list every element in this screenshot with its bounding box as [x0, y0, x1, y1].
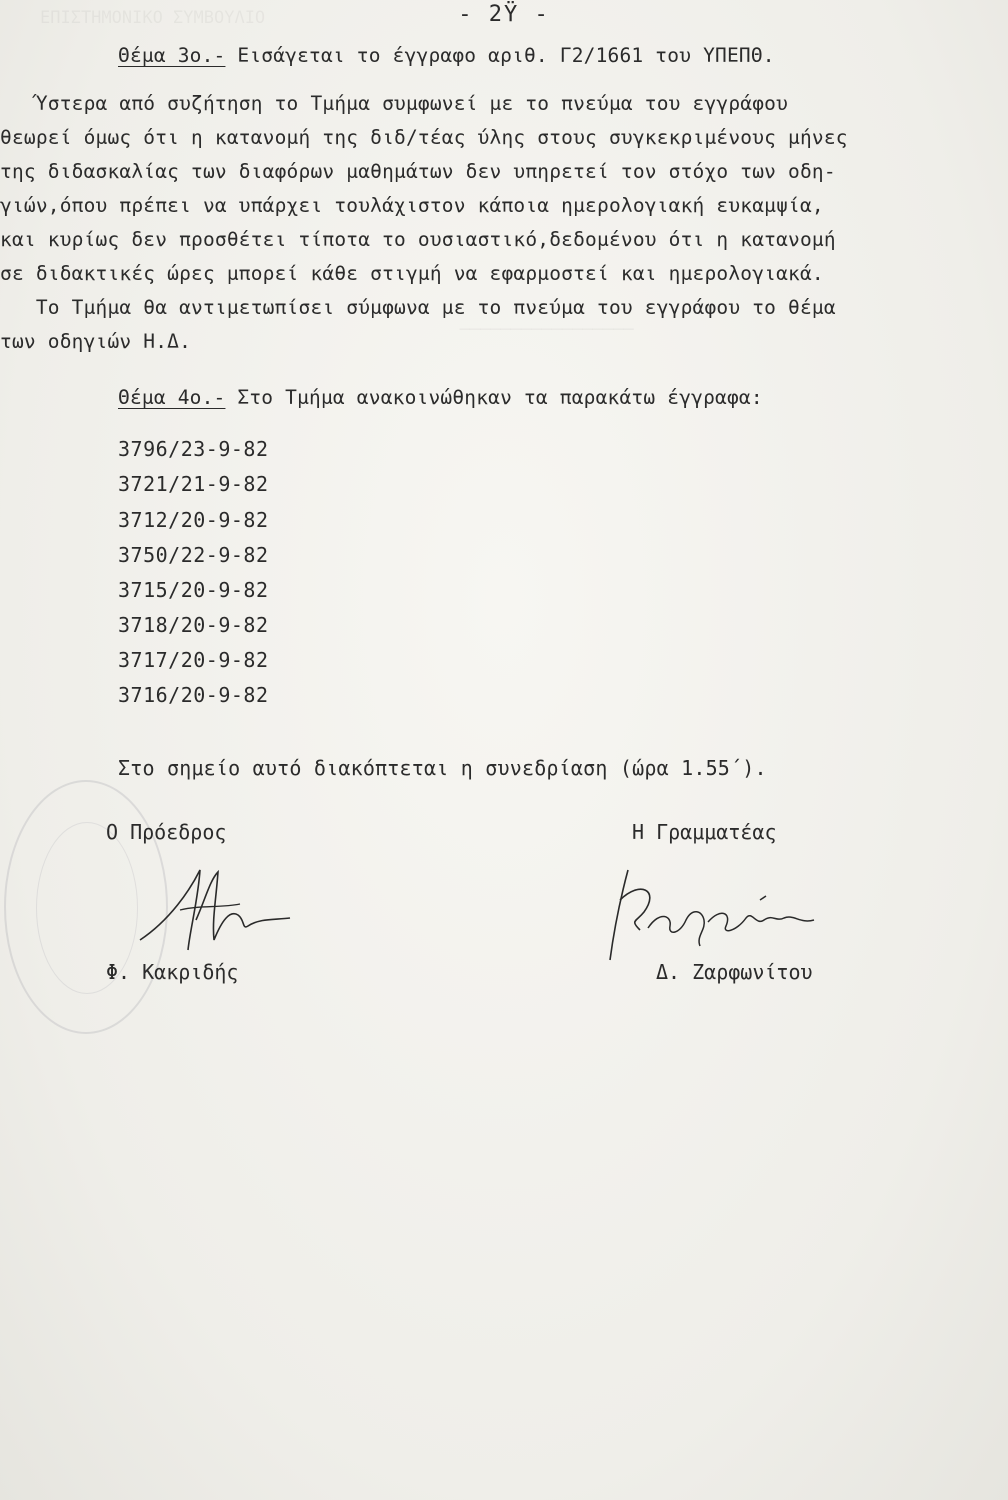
- topic3-line-1: Ύστερα από συζήτηση το Τμήμα συμφωνεί με το πνεύμα του εγγράφου: [0, 92, 789, 115]
- document-ref: 3796/23-9-82: [118, 437, 269, 461]
- closing-statement: Στο σημείο αυτό διακόπτεται η συνεδρίαση (ώρα 1.55΄).: [118, 756, 767, 780]
- topic3-line-6: σε διδακτικές ώρες μπορεί κάθε στιγμή να εφαρμοστεί και ημερολογιακά.: [0, 262, 824, 285]
- topic3-line-2: θεωρεί όμως ότι η κατανομή της διδ/τέας ύλης στους συγκεκριμένους μήνες: [0, 126, 848, 149]
- document-ref: 3750/22-9-82: [118, 543, 269, 567]
- chairman-name: Φ. Κακριδής: [106, 960, 239, 984]
- topic4-intro: Στο Τμήμα ανακοινώθηκαν τα παρακάτω έγγραφα:: [225, 386, 763, 409]
- topic3-line-7: Το Τμήμα θα αντιμετωπίσει σύμφωνα με το πνεύμα του εγγράφου το θέμα: [0, 296, 836, 319]
- topic3-line-3: της διδασκαλίας των διαφόρων μαθημάτων δεν υπηρετεί τον στόχο των οδη-: [0, 160, 836, 183]
- chairman-signature: [130, 860, 300, 960]
- secretary-signature: [600, 860, 840, 970]
- document-ref: 3717/20-9-82: [118, 648, 269, 672]
- document-ref: 3721/21-9-82: [118, 472, 269, 496]
- topic3-line-4: γιών,όπου πρέπει να υπάρχει τουλάχιστον κάποια ημερολογιακή ευκαμψία,: [0, 194, 824, 217]
- topic3-heading-line: [118, 44, 775, 67]
- topic3-intro: Εισάγεται το έγγραφο αριθ. Γ2/1661 του ΥΠΕΠΘ.: [225, 44, 775, 67]
- chairman-title: Ο Πρόεδρος: [106, 820, 227, 844]
- page-number: - 2Ϋ -: [458, 2, 550, 27]
- document-ref: 3715/20-9-82: [118, 578, 269, 602]
- document-ref: 3716/20-9-82: [118, 683, 269, 707]
- document-ref: 3718/20-9-82: [118, 613, 269, 637]
- secretary-title: Η Γραμματέας: [632, 820, 777, 844]
- topic4-heading-line: [118, 386, 763, 409]
- topic3-line-8: των οδηγιών Η.Δ.: [0, 330, 192, 353]
- topic3-heading: Θέμα 3ο.-: [118, 44, 226, 67]
- document-ref: 3712/20-9-82: [118, 508, 269, 532]
- secretary-name: Δ. Ζαρφωνίτου: [656, 960, 813, 984]
- topic3-line-5: και κυρίως δεν προσθέτει τίποτα το ουσιαστικό,δεδομένου ότι η κατανομή: [0, 228, 836, 251]
- topic4-heading: Θέμα 4ο.-: [118, 386, 226, 409]
